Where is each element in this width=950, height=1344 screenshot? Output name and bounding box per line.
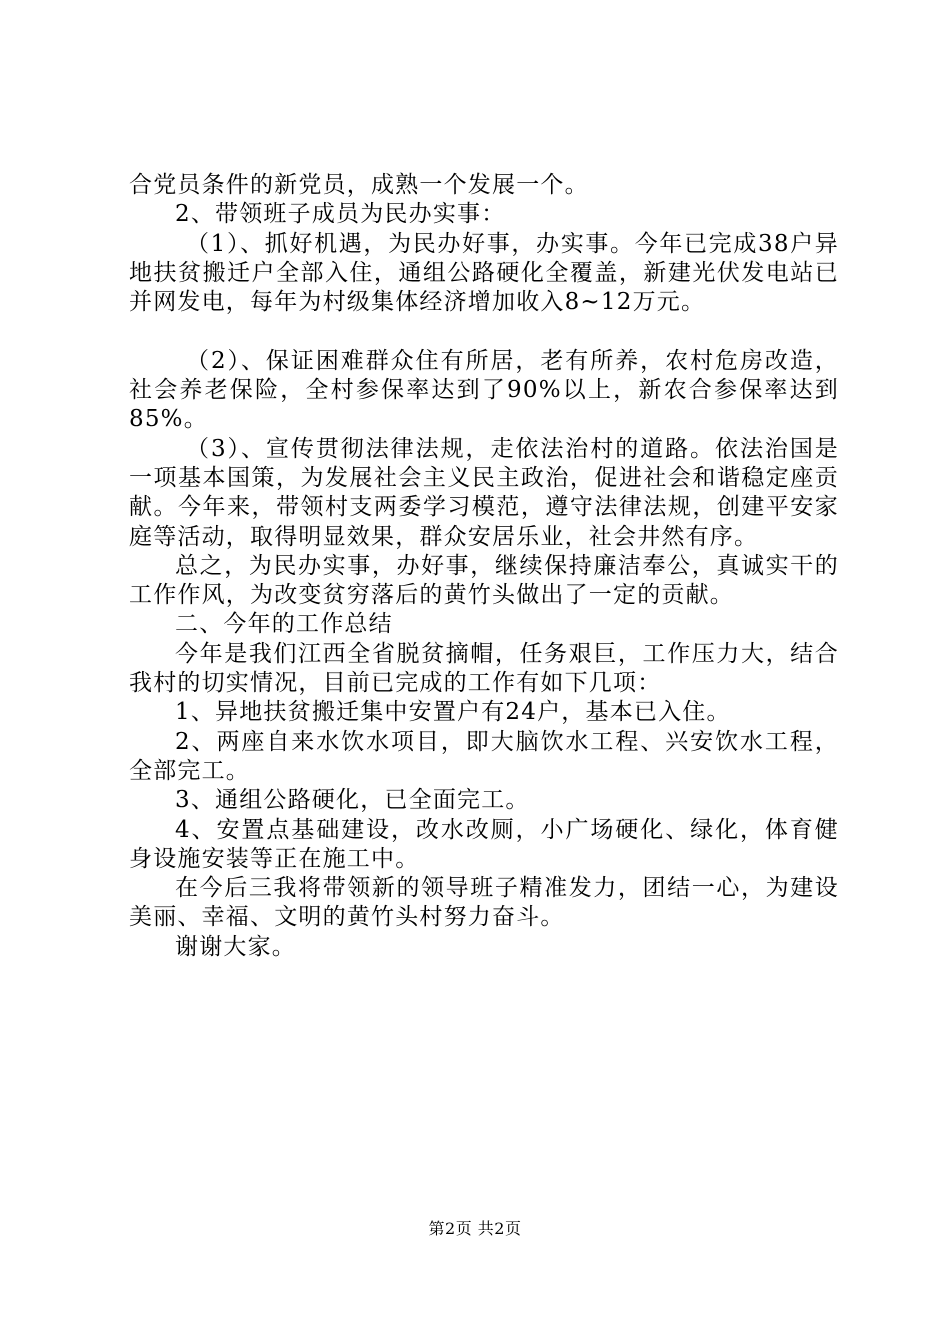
paragraph-continued: 合党员条件的新党员，成熟一个发展一个。 [129, 172, 589, 198]
list-item-4: 4、安置点基础建设，改水改厕，小广场硬化、绿化，体育健身设施安装等正在施工中。 [129, 816, 839, 872]
paragraph-item-2: （2）、保证困难群众住有所居，老有所养，农村危房改造，社会养老保险，全村参保率达到了90%以上，新农合参保率达到85%。 [129, 347, 839, 433]
list-item-1: 1、异地扶贫搬迁集中安置户有24户，基本已入住。 [175, 699, 731, 726]
paragraph-heading-2: 2、带领班子成员为民办实事： [175, 201, 506, 228]
paragraph-item-1: （1）、抓好机遇，为民办好事，办实事。今年已完成38户异地扶贫搬迁户全部入住，通组公路硬化全覆盖，新建光伏发电站已并网发电，每年为村级集体经济增加收入8~12万元。 [129, 230, 839, 316]
paragraph-item-3: （3）、宣传贯彻法律法规，走依法治村的道路。依法治国是一项基本国策，为发展社会主义民主政治，促进社会和谐稳定座贡献。今年来，带领村支两委学习模范，遵守法律法规，创建平安家庭等活动，取得明显效果，群众安居乐业，社会井然有序。 [129, 435, 839, 550]
document-body [129, 171, 839, 962]
paragraph-thanks: 谢谢大家。 [175, 933, 296, 960]
paragraph-intro: 今年是我们江西全省脱贫摘帽，任务艰巨，工作压力大，结合我村的切实情况，目前已完成的工作有如下几项： [129, 640, 839, 697]
paragraph-summary: 总之，为民办实事，办好事，继续保持廉洁奉公，真诚实干的工作作风，为改变贫穷落后的黄竹头做出了一定的贡献。 [129, 552, 839, 609]
list-item-2: 2、两座自来水饮水项目，即大脑饮水工程、兴安饮水工程，全部完工。 [129, 728, 839, 784]
paragraph-closing: 在今后三我将带领新的领导班子精准发力，团结一心，为建设美丽、幸福、文明的黄竹头村努力奋斗。 [129, 875, 839, 931]
page-number: 第2页 共2页 [428, 1219, 522, 1238]
list-item-3: 3、通组公路硬化，已全面完工。 [175, 787, 530, 814]
section-heading: 二、今年的工作总结 [175, 611, 393, 638]
